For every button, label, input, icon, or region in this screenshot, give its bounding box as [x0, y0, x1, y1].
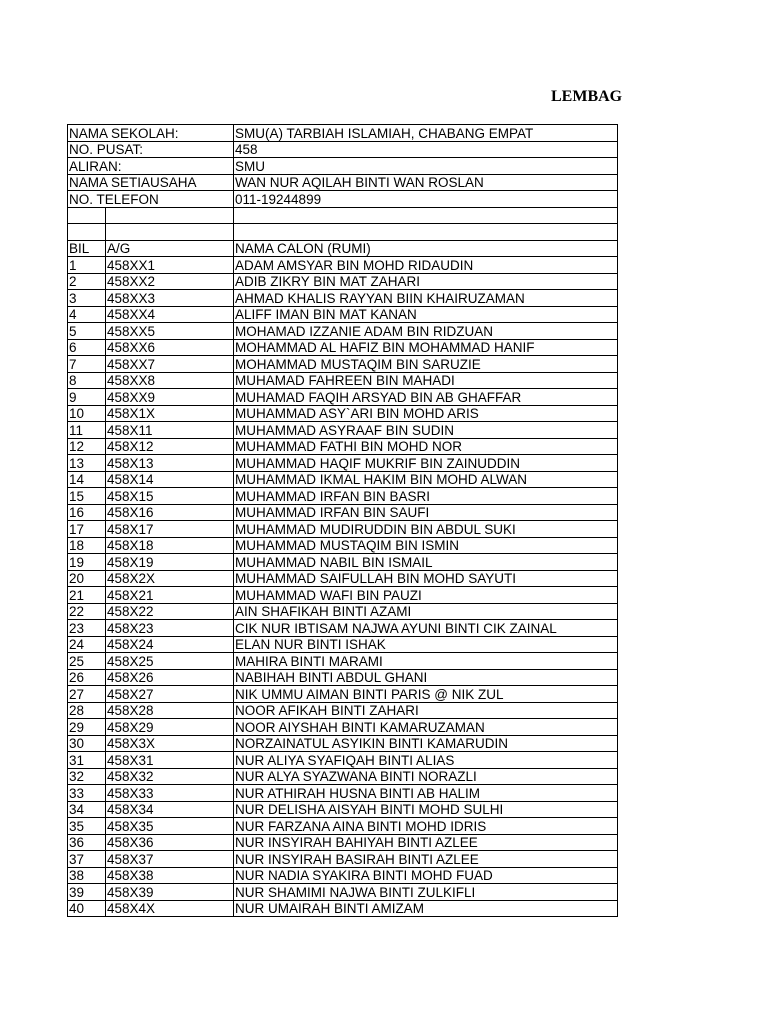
- table-row: [68, 653, 618, 670]
- bil-cell: 18: [68, 537, 106, 554]
- ag-cell: 458X14: [106, 471, 234, 488]
- ag-cell: 458X3X: [106, 735, 234, 752]
- bil-cell: 16: [68, 504, 106, 521]
- bil-cell: 25: [68, 653, 106, 670]
- column-header-ag: A/G: [106, 240, 234, 257]
- bil-cell: 34: [68, 801, 106, 818]
- candidate-name-cell: MUHAMMAD ASY`ARI BIN MOHD ARIS: [234, 405, 618, 422]
- ag-cell: 458X23: [106, 620, 234, 637]
- bil-cell: 35: [68, 818, 106, 835]
- blank-cell: [68, 224, 106, 241]
- table-row: [68, 405, 618, 422]
- candidate-name-cell: NUR DELISHA AISYAH BINTI MOHD SULHI: [234, 801, 618, 818]
- ag-cell: 458X35: [106, 818, 234, 835]
- candidate-name-cell: CIK NUR IBTISAM NAJWA AYUNI BINTI CIK ZAINAL: [234, 620, 618, 637]
- bil-cell: 31: [68, 752, 106, 769]
- ag-cell: 458X34: [106, 801, 234, 818]
- candidate-name-cell: MUHAMAD FAHREEN BIN MAHADI: [234, 372, 618, 389]
- info-row-phone: [68, 191, 618, 208]
- table-row: [68, 356, 618, 373]
- candidate-name-cell: NUR ALYA SYAZWANA BINTI NORAZLI: [234, 768, 618, 785]
- table-row: [68, 438, 618, 455]
- table-row: [68, 471, 618, 488]
- bil-cell: 22: [68, 603, 106, 620]
- candidate-name-cell: NIK UMMU AIMAN BINTI PARIS @ NIK ZUL: [234, 686, 618, 703]
- table-row: [68, 570, 618, 587]
- ag-cell: 458X27: [106, 686, 234, 703]
- bil-cell: 3: [68, 290, 106, 307]
- candidate-name-cell: AHMAD KHALIS RAYYAN BIIN KHAIRUZAMAN: [234, 290, 618, 307]
- table-row: [68, 521, 618, 538]
- ag-cell: 458X17: [106, 521, 234, 538]
- table-row: [68, 867, 618, 884]
- ag-cell: 458XX9: [106, 389, 234, 406]
- ag-cell: 458X26: [106, 669, 234, 686]
- table-row: [68, 554, 618, 571]
- candidate-name-cell: NUR SHAMIMI NAJWA BINTI ZULKIFLI: [234, 884, 618, 901]
- table-row: [68, 851, 618, 868]
- ag-cell: 458XX2: [106, 273, 234, 290]
- candidate-name-cell: MOHAMMAD AL HAFIZ BIN MOHAMMAD HANIF: [234, 339, 618, 356]
- table-row: [68, 323, 618, 340]
- candidate-name-cell: MUHAMMAD SAIFULLAH BIN MOHD SAYUTI: [234, 570, 618, 587]
- blank-cell: [234, 207, 618, 224]
- candidate-name-cell: ADAM AMSYAR BIN MOHD RIDAUDIN: [234, 257, 618, 274]
- secretary-value: WAN NUR AQILAH BINTI WAN ROSLAN: [234, 174, 618, 191]
- bil-cell: 2: [68, 273, 106, 290]
- centre-label: NO. PUSAT:: [69, 142, 144, 157]
- table-row: [68, 504, 618, 521]
- ag-cell: 458X22: [106, 603, 234, 620]
- bil-cell: 1: [68, 257, 106, 274]
- table-row: [68, 785, 618, 802]
- table-row: [68, 620, 618, 637]
- bil-cell: 27: [68, 686, 106, 703]
- bil-cell: 29: [68, 719, 106, 736]
- ag-cell: 458X2X: [106, 570, 234, 587]
- table-row: [68, 900, 618, 917]
- ag-cell: 458X32: [106, 768, 234, 785]
- bil-cell: 20: [68, 570, 106, 587]
- table-row: [68, 455, 618, 472]
- table-row: [68, 669, 618, 686]
- phone-label: NO. TELEFON: [69, 191, 159, 207]
- table-row: [68, 636, 618, 653]
- ag-cell: 458X38: [106, 867, 234, 884]
- candidate-name-cell: NABIHAH BINTI ABDUL GHANI: [234, 669, 618, 686]
- bil-cell: 12: [68, 438, 106, 455]
- table-row: [68, 339, 618, 356]
- candidate-name-cell: MUHAMMAD MUSTAQIM BIN ISMIN: [234, 537, 618, 554]
- ag-cell: 458XX1: [106, 257, 234, 274]
- ag-cell: 458X39: [106, 884, 234, 901]
- bil-cell: 33: [68, 785, 106, 802]
- header-row: [68, 240, 618, 257]
- table-row: [68, 488, 618, 505]
- candidate-sheet: [67, 124, 618, 917]
- info-row-centre: [68, 141, 618, 158]
- bil-cell: 23: [68, 620, 106, 637]
- table-row: [68, 702, 618, 719]
- bil-cell: 19: [68, 554, 106, 571]
- table-row: [68, 587, 618, 604]
- blank-cell: [106, 207, 234, 224]
- blank-cell: [106, 224, 234, 241]
- secretary-label: NAMA SETIAUSAHA: [69, 175, 197, 190]
- table-row: [68, 686, 618, 703]
- bil-cell: 8: [68, 372, 106, 389]
- table-row: [68, 306, 618, 323]
- ag-cell: 458X36: [106, 834, 234, 851]
- bil-cell: 7: [68, 356, 106, 373]
- candidate-name-cell: MUHAMMAD HAQIF MUKRIF BIN ZAINUDDIN: [234, 455, 618, 472]
- candidate-name-cell: MUHAMMAD FATHI BIN MOHD NOR: [234, 438, 618, 455]
- candidate-name-cell: NOOR AFIKAH BINTI ZAHARI: [234, 702, 618, 719]
- candidate-name-cell: MUHAMMAD ASYRAAF BIN SUDIN: [234, 422, 618, 439]
- bil-cell: 9: [68, 389, 106, 406]
- candidate-name-cell: AIN SHAFIKAH BINTI AZAMI: [234, 603, 618, 620]
- table-row: [68, 735, 618, 752]
- blank-row: [68, 207, 618, 224]
- blank-row: [68, 224, 618, 241]
- ag-cell: 458X1X: [106, 405, 234, 422]
- candidate-name-cell: NOOR AIYSHAH BINTI KAMARUZAMAN: [234, 719, 618, 736]
- candidate-name-cell: MOHAMAD IZZANIE ADAM BIN RIDZUAN: [234, 323, 618, 340]
- candidate-name-cell: MUHAMMAD NABIL BIN ISMAIL: [234, 554, 618, 571]
- ag-cell: 458XX7: [106, 356, 234, 373]
- table-row: [68, 257, 618, 274]
- table-row: [68, 603, 618, 620]
- blank-cell: [234, 224, 618, 241]
- bil-cell: 38: [68, 867, 106, 884]
- ag-cell: 458X16: [106, 504, 234, 521]
- bil-cell: 4: [68, 306, 106, 323]
- school-label: NAMA SEKOLAH:: [69, 125, 179, 141]
- ag-cell: 458XX8: [106, 372, 234, 389]
- table-row: [68, 884, 618, 901]
- candidate-name-cell: NUR ATHIRAH HUSNA BINTI AB HALIM: [234, 785, 618, 802]
- candidate-name-cell: MUHAMMAD MUDIRUDDIN BIN ABDUL SUKI: [234, 521, 618, 538]
- candidate-name-cell: ADIB ZIKRY BIN MAT ZAHARI: [234, 273, 618, 290]
- column-header-bil: BIL: [68, 240, 106, 257]
- page-title: LEMBAG: [551, 88, 623, 105]
- column-header-name: NAMA CALON (RUMI): [234, 240, 618, 257]
- bil-cell: 30: [68, 735, 106, 752]
- bil-cell: 21: [68, 587, 106, 604]
- bil-cell: 37: [68, 851, 106, 868]
- sheet-body: [68, 125, 618, 917]
- candidate-name-cell: ALIFF IMAN BIN MAT KANAN: [234, 306, 618, 323]
- info-row-secretary: [68, 174, 618, 191]
- phone-value: 011-19244899: [234, 191, 618, 208]
- bil-cell: 28: [68, 702, 106, 719]
- bil-cell: 6: [68, 339, 106, 356]
- candidate-name-cell: MAHIRA BINTI MARAMI: [234, 653, 618, 670]
- ag-cell: 458XX5: [106, 323, 234, 340]
- table-row: [68, 719, 618, 736]
- table-row: [68, 389, 618, 406]
- ag-cell: 458XX6: [106, 339, 234, 356]
- bil-cell: 14: [68, 471, 106, 488]
- candidate-name-cell: MUHAMMAD IRFAN BIN BASRI: [234, 488, 618, 505]
- ag-cell: 458X37: [106, 851, 234, 868]
- ag-cell: 458X29: [106, 719, 234, 736]
- stream-label-spacer: [106, 158, 234, 175]
- candidate-name-cell: NUR FARZANA AINA BINTI MOHD IDRIS: [234, 818, 618, 835]
- ag-cell: 458XX3: [106, 290, 234, 307]
- candidate-name-cell: NUR NADIA SYAKIRA BINTI MOHD FUAD: [234, 867, 618, 884]
- ag-cell: 458X12: [106, 438, 234, 455]
- blank-cell: [68, 207, 106, 224]
- candidate-name-cell: NUR UMAIRAH BINTI AMIZAM: [234, 900, 618, 917]
- ag-cell: 458X18: [106, 537, 234, 554]
- table-row: [68, 290, 618, 307]
- bil-cell: 17: [68, 521, 106, 538]
- table-row: [68, 768, 618, 785]
- table-row: [68, 537, 618, 554]
- school-value: SMU(A) TARBIAH ISLAMIAH, CHABANG EMPAT: [234, 125, 618, 142]
- ag-cell: 458X13: [106, 455, 234, 472]
- candidate-name-cell: MUHAMAD FAQIH ARSYAD BIN AB GHAFFAR: [234, 389, 618, 406]
- table-row: [68, 273, 618, 290]
- ag-cell: 458X31: [106, 752, 234, 769]
- stream-value: SMU: [234, 158, 618, 175]
- bil-cell: 36: [68, 834, 106, 851]
- table-row: [68, 801, 618, 818]
- ag-cell: 458X15: [106, 488, 234, 505]
- info-row-school: [68, 125, 618, 142]
- candidate-name-cell: NUR INSYIRAH BASIRAH BINTI AZLEE: [234, 851, 618, 868]
- candidate-name-cell: MUHAMMAD WAFI BIN PAUZI: [234, 587, 618, 604]
- ag-cell: 458X21: [106, 587, 234, 604]
- candidate-name-cell: MUHAMMAD IRFAN BIN SAUFI: [234, 504, 618, 521]
- info-row-stream: [68, 158, 618, 175]
- bil-cell: 26: [68, 669, 106, 686]
- table-row: [68, 818, 618, 835]
- table-row: [68, 372, 618, 389]
- candidate-name-cell: NORZAINATUL ASYIKIN BINTI KAMARUDIN: [234, 735, 618, 752]
- ag-cell: 458X19: [106, 554, 234, 571]
- bil-cell: 10: [68, 405, 106, 422]
- bil-cell: 40: [68, 900, 106, 917]
- table-row: [68, 422, 618, 439]
- bil-cell: 32: [68, 768, 106, 785]
- ag-cell: 458X28: [106, 702, 234, 719]
- ag-cell: 458X33: [106, 785, 234, 802]
- stream-label: ALIRAN:: [69, 158, 122, 174]
- ag-cell: 458X24: [106, 636, 234, 653]
- table-row: [68, 752, 618, 769]
- bil-cell: 39: [68, 884, 106, 901]
- ag-cell: 458XX4: [106, 306, 234, 323]
- ag-cell: 458X4X: [106, 900, 234, 917]
- candidate-name-cell: NUR ALIYA SYAFIQAH BINTI ALIAS: [234, 752, 618, 769]
- candidate-name-cell: ELAN NUR BINTI ISHAK: [234, 636, 618, 653]
- table-row: [68, 834, 618, 851]
- ag-cell: 458X25: [106, 653, 234, 670]
- bil-cell: 11: [68, 422, 106, 439]
- bil-cell: 15: [68, 488, 106, 505]
- candidate-name-cell: MUHAMMAD IKMAL HAKIM BIN MOHD ALWAN: [234, 471, 618, 488]
- ag-cell: 458X11: [106, 422, 234, 439]
- candidate-name-cell: NUR INSYIRAH BAHIYAH BINTI AZLEE: [234, 834, 618, 851]
- bil-cell: 13: [68, 455, 106, 472]
- bil-cell: 5: [68, 323, 106, 340]
- bil-cell: 24: [68, 636, 106, 653]
- centre-value: 458: [234, 141, 618, 158]
- candidate-name-cell: MOHAMMAD MUSTAQIM BIN SARUZIE: [234, 356, 618, 373]
